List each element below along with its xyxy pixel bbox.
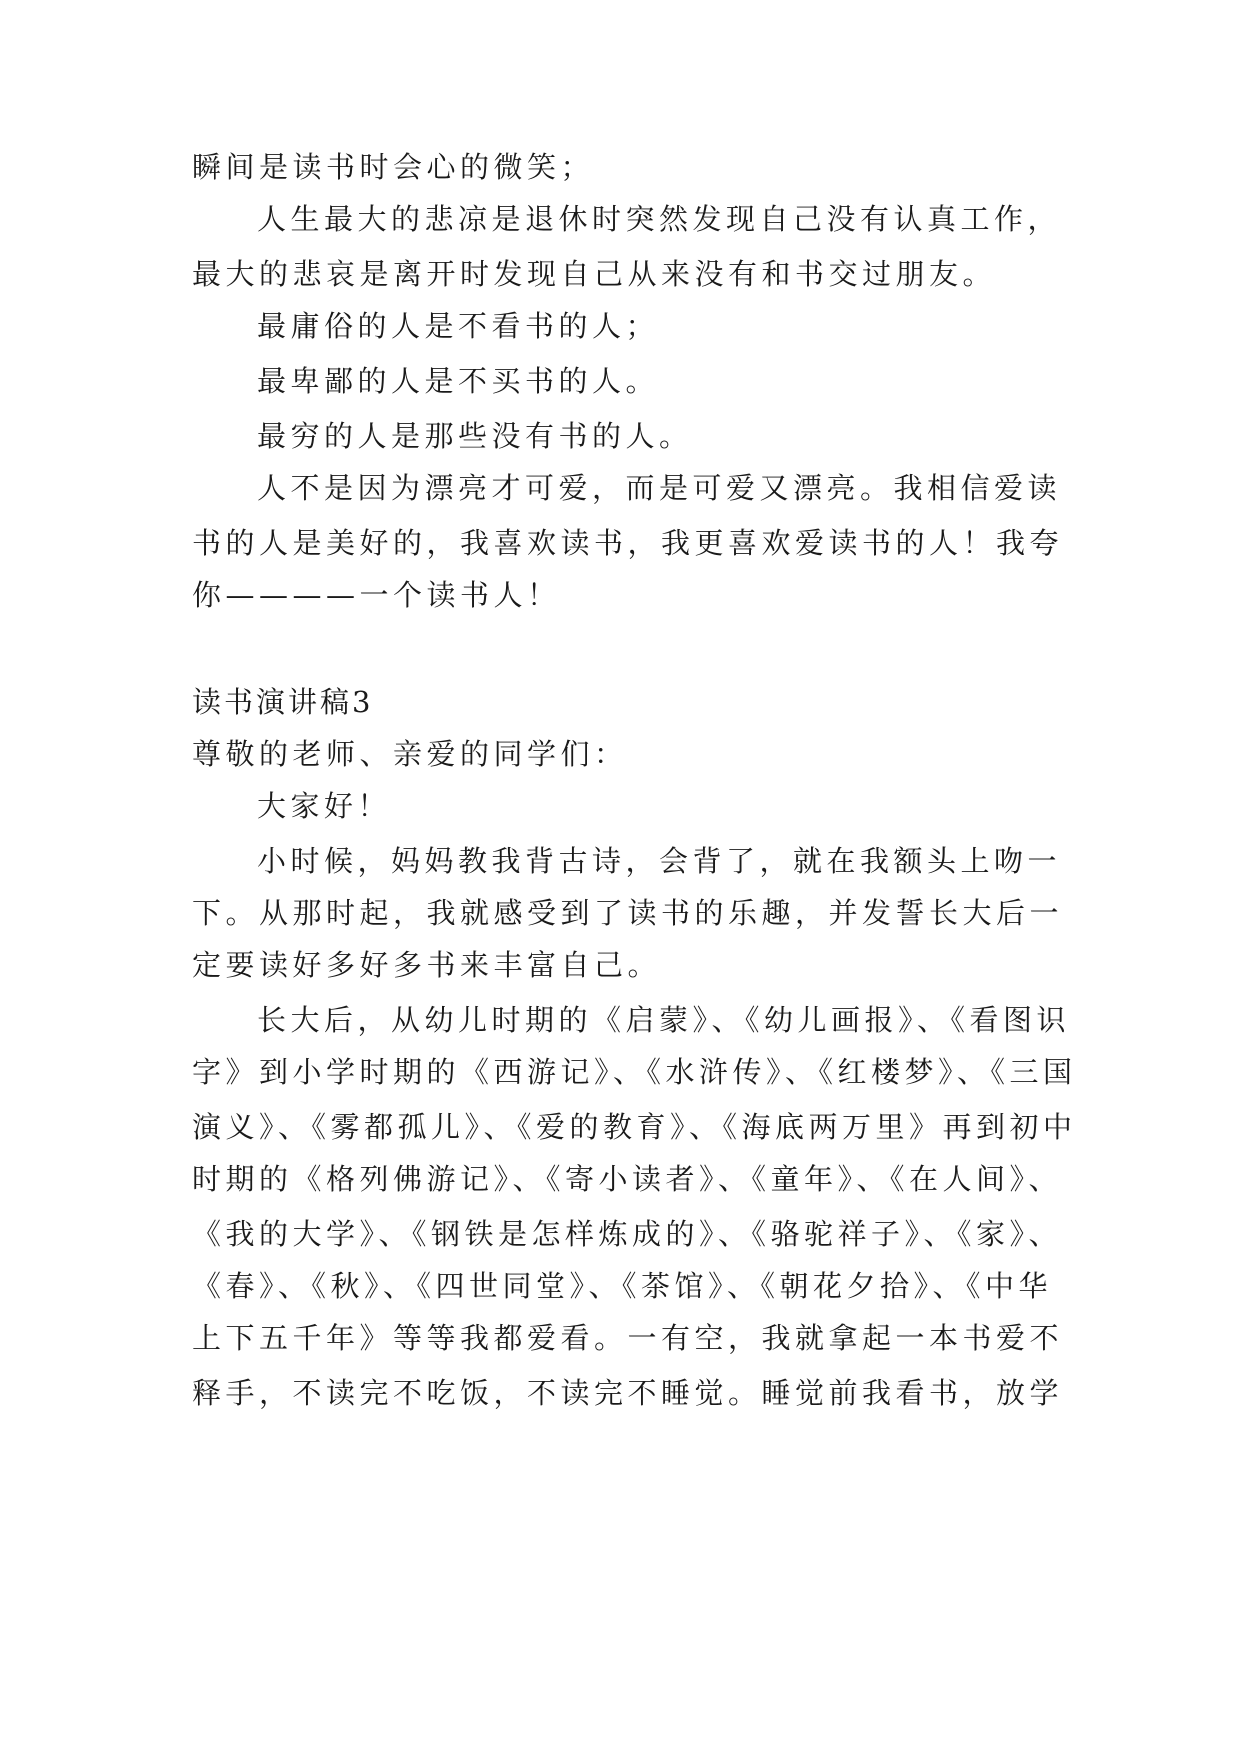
greeting-line: 大家好！ xyxy=(257,789,392,823)
paragraph-line: 《春》、《秋》、《四世同堂》、《茶馆》、《朝花夕拾》、《中华 xyxy=(192,1269,1053,1303)
paragraph-line: 演义》、《雾都孤儿》、《爱的教育》、《海底两万里》再到初中 xyxy=(192,1110,1077,1144)
paragraph-line: 字》到小学时期的《西游记》、《水浒传》、《红楼梦》、《三国 xyxy=(192,1055,1077,1089)
paragraph-line: 小时候，妈妈教我背古诗，会背了，就在我额头上吻一 xyxy=(257,844,1062,878)
paragraph-line: 最卑鄙的人是不买书的人。 xyxy=(257,364,660,398)
paragraph-line: 人生最大的悲凉是退休时突然发现自己没有认真工作， xyxy=(257,202,1062,236)
section-title: 读书演讲稿3 xyxy=(192,685,374,719)
paragraph-line: 长大后，从幼儿时期的《启蒙》、《幼儿画报》、《看图识 xyxy=(257,1003,1071,1037)
paragraph-line: 瞬间是读书时会心的微笑； xyxy=(192,150,595,184)
salutation-line: 尊敬的老师、亲爱的同学们： xyxy=(192,737,628,771)
paragraph-line: 释手，不读完不吃饭，不读完不睡觉。睡觉前我看书，放学 xyxy=(192,1376,1064,1410)
paragraph-line: 时期的《格列佛游记》、《寄小读者》、《童年》、《在人间》、 xyxy=(192,1162,1063,1196)
paragraph-line: 《我的大学》、《钢铁是怎样炼成的》、《骆驼祥子》、《家》、 xyxy=(192,1217,1063,1251)
paragraph-line: 最大的悲哀是离开时发现自己从来没有和书交过朋友。 xyxy=(192,257,997,291)
paragraph-line: 你————一个读书人！ xyxy=(192,578,561,612)
paragraph-line: 上下五千年》等等我都爱看。一有空，我就拿起一本书爱不 xyxy=(192,1321,1064,1355)
paragraph-line: 定要读好多好多书来丰富自己。 xyxy=(192,948,662,982)
paragraph-line: 最庸俗的人是不看书的人； xyxy=(257,309,660,343)
paragraph-line: 最穷的人是那些没有书的人。 xyxy=(257,419,693,453)
paragraph-line: 下。从那时起，我就感受到了读书的乐趣，并发誓长大后一 xyxy=(192,896,1064,930)
paragraph-line: 人不是因为漂亮才可爱，而是可爱又漂亮。我相信爱读 xyxy=(257,471,1062,505)
paragraph-line: 书的人是美好的，我喜欢读书，我更喜欢爱读书的人！我夸 xyxy=(192,526,1064,560)
